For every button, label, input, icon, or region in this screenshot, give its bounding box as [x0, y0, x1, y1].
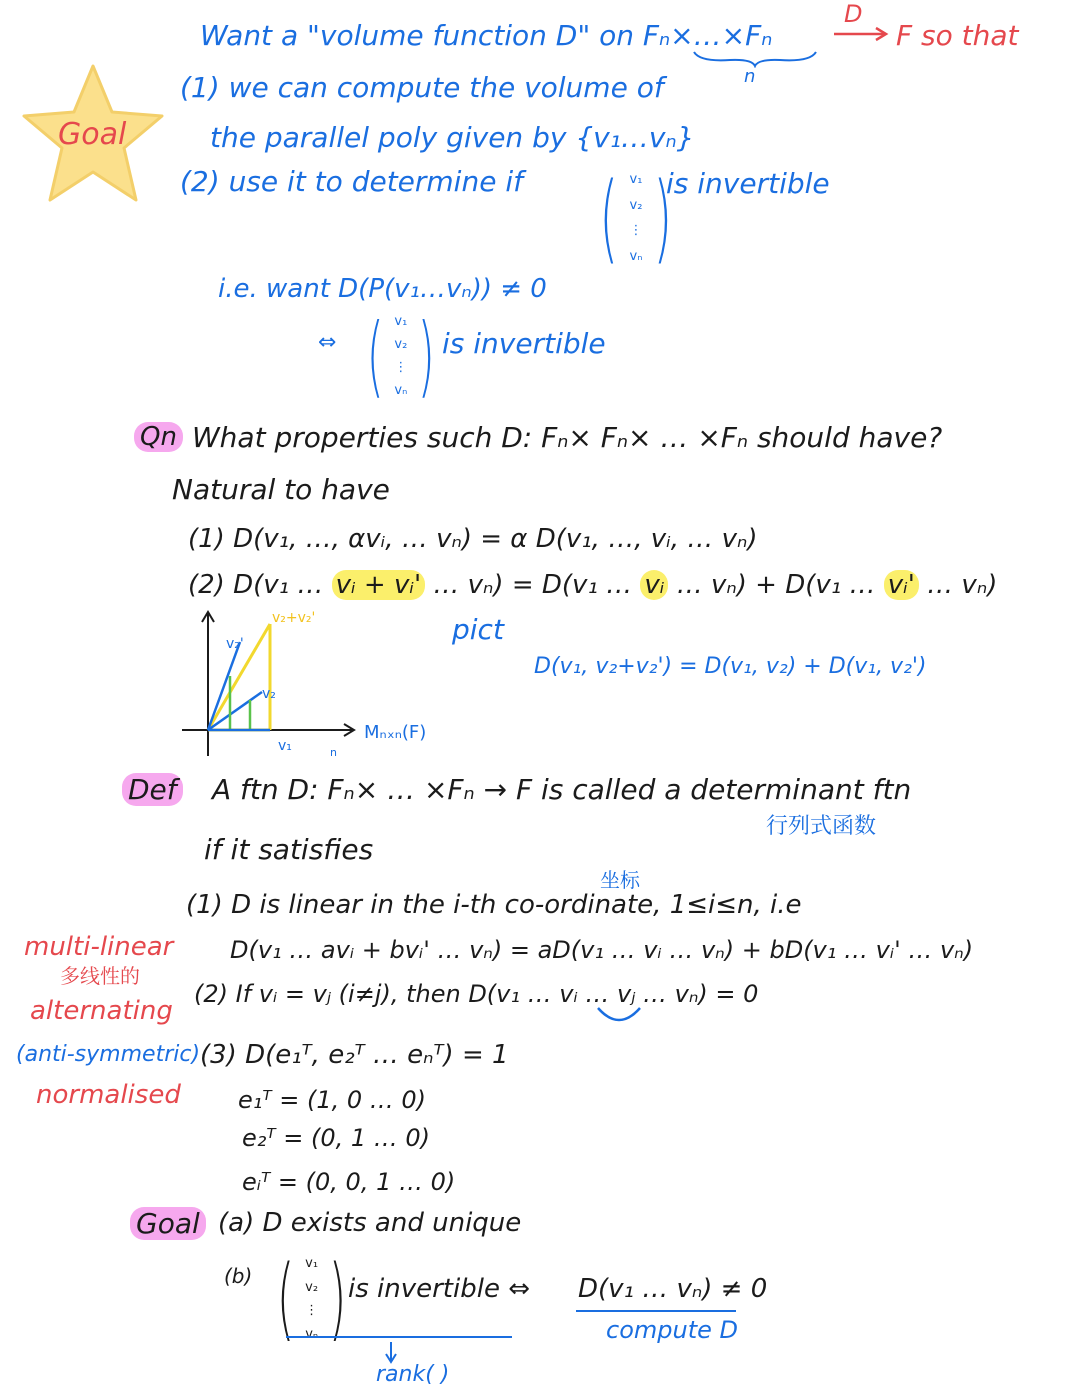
- intro-item2-tail: is invertible: [666, 167, 830, 200]
- basis-ei: eᵢᵀ = (0, 0, 1 … 0): [242, 1168, 456, 1196]
- note-multilinear-cn: 多线性的: [60, 964, 140, 988]
- note-multilinear: multi-linear: [24, 932, 174, 962]
- goal-badge-label: Goal: [58, 117, 127, 152]
- goal-b-label: (b): [224, 1264, 253, 1288]
- condition-1-formula: D(v₁ … avᵢ + bvᵢ' … vₙ) = aD(v₁ … vᵢ … vₙ) + bD(v₁ … vᵢ' … vₙ): [230, 936, 974, 964]
- intro-target: F so that: [896, 19, 1019, 52]
- goals-tag-label: Goal: [130, 1207, 206, 1240]
- down-arrow-icon: [384, 1340, 398, 1364]
- condition-1: (1) D is linear in the i-th co-ordinate, 1≤i≤n, i.e: [186, 890, 802, 920]
- matrix-entry: v₁: [305, 1256, 319, 1271]
- matrix-entry: v₁: [394, 314, 408, 329]
- axis-sub-label: n: [330, 746, 337, 759]
- definition-chinese-det: 行列式函数: [766, 814, 877, 839]
- v1-label: v₁: [278, 738, 292, 754]
- intro-ie: i.e. want D(P(v₁…vₙ)) ≠ 0: [218, 274, 547, 304]
- intro-iff: ⇔: [318, 330, 337, 355]
- definition-tag-label: Def: [122, 773, 183, 806]
- goal-b-underline: [286, 1336, 512, 1338]
- v2-sum-label: v₂+v₂': [272, 610, 316, 626]
- property-2-part-b: … vₙ) = D(v₁ …: [433, 570, 633, 600]
- definition-line1: A ftn D: Fₙ× … ×Fₙ → F is called a determinant ftn: [212, 773, 912, 806]
- goal-b-text: is invertible ⇔: [348, 1274, 530, 1304]
- matrix-entry: vₙ: [629, 248, 643, 264]
- matrix-entry: vₙ: [305, 1326, 319, 1342]
- right-arrow-icon: [832, 26, 892, 42]
- definition-line2: if it satisfies: [204, 833, 374, 866]
- question-text: What properties such D: Fₙ× Fₙ× … ×Fₙ should have?: [192, 421, 943, 454]
- matrix-entry: v₂: [305, 1279, 319, 1295]
- property-2-part-c: … vₙ) + D(v₁ …: [676, 570, 876, 600]
- condition-2: (2) If vᵢ = vⱼ (i≠j), then D(v₁ … vᵢ … vⱼ … vₙ) = 0: [194, 980, 759, 1008]
- pict-label: pict: [452, 613, 504, 646]
- goal-b-det: D(v₁ … vₙ) ≠ 0: [578, 1274, 768, 1304]
- intro-line1: Want a "volume function D" on Fₙ×…×Fₙ: [200, 19, 773, 52]
- matrix-entry: v₁: [629, 172, 643, 187]
- intro-item2-matrix: ( v₁ v₂ ⋮ vₙ ): [599, 162, 673, 274]
- note-alternating: alternating: [30, 996, 173, 1026]
- question-tag-label: Qn: [134, 422, 183, 452]
- matrix-entry: ⋮: [629, 223, 643, 239]
- goal-rank: rank( ): [376, 1362, 450, 1387]
- underbrace-icon: [690, 50, 820, 68]
- property-2-highlight-1: vᵢ + vᵢ': [332, 570, 426, 600]
- note-normalised: normalised: [36, 1080, 181, 1110]
- intro-item1b: the parallel poly given by {v₁…vₙ}: [210, 121, 695, 154]
- goal-compute: compute D: [606, 1316, 738, 1344]
- basis-e2: e₂ᵀ = (0, 1 … 0): [242, 1124, 431, 1152]
- goal-b-matrix: ( v₁ v₂ ⋮ vₙ ): [276, 1246, 347, 1351]
- goals-tag: [130, 1207, 206, 1240]
- property-2: [188, 572, 997, 598]
- property-2-part-a: (2) D(v₁ …: [188, 570, 324, 600]
- intro-iff-matrix: ( v₁ v₂ ⋮ vₙ ): [366, 304, 436, 407]
- property-2-highlight-2: vᵢ: [640, 570, 668, 600]
- goal-a: (a) D exists and unique: [218, 1208, 522, 1238]
- question-tag: [134, 424, 183, 450]
- v2-prime-label: v₂': [226, 636, 244, 652]
- intro-item2: (2) use it to determine if: [180, 165, 523, 198]
- matrix-entry: v₂: [629, 197, 643, 213]
- basis-e1: e₁ᵀ = (1, 0 … 0): [238, 1086, 427, 1114]
- intro-iff-tail: is invertible: [442, 327, 606, 360]
- matrix-entry: v₂: [394, 337, 408, 352]
- property-1: (1) D(v₁, …, αvᵢ, … vₙ) = α D(v₁, …, vᵢ, … vₙ): [188, 524, 758, 554]
- question-natural: Natural to have: [172, 473, 390, 506]
- property-2-part-d: … vₙ): [927, 570, 998, 600]
- intro-under-n: n: [744, 66, 756, 87]
- goal-b-det-underline: [576, 1310, 736, 1312]
- definition-chinese-coord: 坐标: [600, 868, 640, 892]
- equal-vectors-mark-icon: [594, 1004, 644, 1028]
- pict-formula: D(v₁, v₂+v₂') = D(v₁, v₂) + D(v₁, v₂'): [534, 654, 927, 679]
- intro-item1a: (1) we can compute the volume of: [180, 71, 664, 104]
- axis-label: Mₙₓₙ(F): [364, 722, 427, 743]
- matrix-entry: ⋮: [394, 360, 408, 375]
- matrix-entry: vₙ: [394, 383, 408, 398]
- intro-arrow-label: D: [844, 0, 863, 28]
- property-2-highlight-3: vᵢ': [884, 570, 919, 600]
- matrix-entry: ⋮: [305, 1303, 319, 1319]
- note-anti-symmetric: (anti-symmetric): [16, 1042, 201, 1067]
- vector-diagram: [170, 606, 470, 766]
- definition-tag: [122, 773, 183, 806]
- v2-label: v₂: [262, 686, 276, 702]
- condition-3: (3) D(e₁ᵀ, e₂ᵀ … eₙᵀ) = 1: [200, 1040, 509, 1070]
